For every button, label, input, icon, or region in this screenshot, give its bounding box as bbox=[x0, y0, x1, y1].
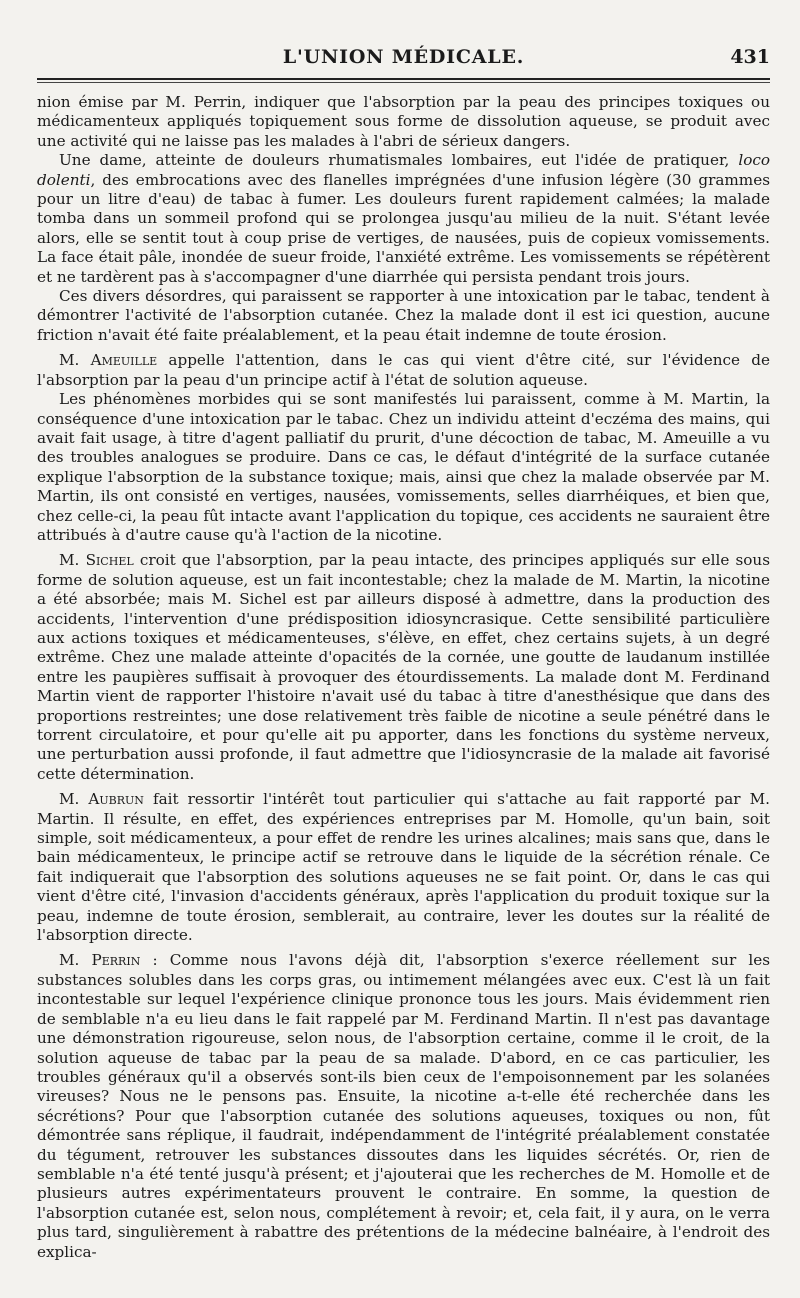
article-body bbox=[37, 93, 770, 1262]
paragraph-text: Ces divers désordres, qui paraissent se rapporter à une intoxication par le tabac, tendent à démontrer l'activité de l'absorption cutanée. Chez la malade dont il est ici question, aucune friction n'avait été faite préalablement, et la peau était indemne de toute érosion. bbox=[37, 287, 770, 344]
header-rule bbox=[37, 78, 770, 80]
speaker-paragraph bbox=[37, 551, 770, 784]
paragraph-text: Les phénomènes morbides qui se sont manifestés lui paraissent, comme à M. Martin, la conséquence d'une intoxication par le tabac. Chez un individu atteint d'eczéma des mains, qui avait fait usage, à titre d'agent palliatif du prurit, d'une décoction de tabac, M. Ameuille a vu des troubles analogues se produire. Dans ce cas, le défaut d'intégrité de la surface cutanée explique l'absorption de la substance toxique; mais, ainsi que chez la malade observée par M. Martin, ils ont consisté en vertiges, nausées, vomissements, selles diarrhéiques, et bien que, chez celle-ci, la peau fût intacte avant l'application du topique, ces accidents ne sauraient être attribués à d'autre cause qu'à l'action de la nicotine. bbox=[37, 390, 770, 544]
speaker-prefix: M. bbox=[59, 790, 89, 809]
speaker-paragraph bbox=[37, 351, 770, 390]
speaker-prefix: M. bbox=[59, 351, 91, 370]
paragraph-text: croit que l'absorption, par la peau intacte, des principes appliqués sur elle sous forme de solution aqueuse, est un fait incontestable; chez la malade de M. Martin, la nicotine a été absorbée; mais M. Sichel est par ailleurs disposé à admettre, dans la production des accidents, l'intervention d'une prédisposition idiosyncrasique. Cette sensibilité particulière aux actions toxiques et médicamenteuses, s'élève, en effet, chez certains sujets, à un degré extrême. Chez une malade atteinte d'opacités de la cornée, une goutte de laudanum instillée entre les paupières suffisait à provoquer des étourdissements. La malade dont M. Ferdinand Martin vient de rapporter l'histoire n'avait usé du tabac à titre d'anesthésique que dans des proportions restreintes; une dose relativement très faible de nicotine a seule pénétré dans le torrent circulatoire, et pour qu'elle ait pu apporter, dans les fonctions du système nerveux, une perturbation aussi profonde, il faut admettre que l'idiosyncrasie de la malade ait favorisé cette détermination. bbox=[37, 551, 770, 783]
paragraph bbox=[37, 151, 770, 287]
page-number: 431 bbox=[730, 46, 770, 68]
paragraph-text: appelle l'attention, dans le cas qui vient d'être cité, sur l'évidence de l'absorption par la peau d'un principe actif à l'état de solution aqueuse. bbox=[37, 351, 770, 389]
page-header bbox=[37, 44, 770, 74]
speaker-name: Sichel bbox=[85, 551, 134, 570]
paragraph bbox=[37, 390, 770, 545]
paragraph bbox=[37, 287, 770, 345]
paragraph-continuation bbox=[37, 93, 770, 151]
paragraph-text: , des embrocations avec des flanelles imprégnées d'une infusion légère (30 grammes pour un litre d'eau) de tabac à fumer. Les douleurs furent rapidement calmées; la malade tomba dans un sommeil profond qui se prolongea jusqu'au milieu de la nuit. S'étant levée alors, elle se sentit tout à coup prise de vertiges, de nausées, puis de copieux vomissements. La face était pâle, inondée de sueur froide, l'anxiété extrême. Les vomissements se répétèrent et ne tardèrent pas à s'accompagner d'une diarrhée qui persista pendant trois jours. bbox=[37, 170, 770, 286]
paragraph-text: : Comme nous l'avons déjà dit, l'absorption s'exerce réellement sur les substances solubles dans les corps gras, ou intimement mélangées avec eux. C'est là un fait incontestable sur lequel l'expérience clinique prononce tous les jours. Mais évidemment rien de semblable n'a eu lieu dans le fait rappelé par M. Ferdinand Martin. Il n'est pas davantage une démonstration rigoureuse, selon nous, de l'absorption certaine, comme il le croit, de la solution aqueuse de tabac par la peau de sa malade. D'abord, en ce cas particulier, les troubles généraux qu'il a observés sont-ils bien ceux de l'empoisonnement par les solanées vireuses? Nous ne le pensons pas. Ensuite, la nicotine a-t-elle été recherchée dans les sécrétions? Pour que l'absorption cutanée des solutions aqueuses, toxiques ou non, fût démontrée sans réplique, il faudrait, indépendamment de l'intégrité préalablement constatée du tégument, retrouver les substances dissoutes dans les liquides sécrétés. Or, rien de semblable n'a été tenté jusqu'à présent; et j'ajouterai que les recherches de M. Homolle et de plusieurs autres expérimentateurs prouvent le contraire. En somme, la question de l'absorption cutanée est, selon nous, complétement à revoir; et, cela fait, il y aura, on le verra plus tard, singulièrement à rabattre des prétentions de la médecine balnéaire, à l'endroit des explica- bbox=[37, 951, 770, 1261]
speaker-name: Ameuille bbox=[90, 351, 158, 370]
speaker-paragraph bbox=[37, 790, 770, 945]
paragraph-text: Une dame, atteinte de douleurs rhumatismales lombaires, eut l'idée de pratiquer, bbox=[59, 151, 739, 170]
italic-phrase: loco dolenti bbox=[37, 151, 770, 189]
header-rule-thin bbox=[37, 82, 770, 83]
speaker-name: Aubrun bbox=[88, 790, 144, 809]
speaker-prefix: M. bbox=[59, 551, 86, 570]
paragraph-text: nion émise par M. Perrin, indiquer que l'absorption par la peau des principes toxiques ou médicamenteux appliqués topiquement sous forme de dissolution aqueuse, se produit avec une activité qui ne laisse pas les malades à l'abri de sérieux dangers. bbox=[37, 93, 770, 150]
speaker-prefix: M. bbox=[59, 951, 92, 970]
speaker-name: Perrin bbox=[91, 951, 141, 970]
paragraph-text: fait ressortir l'intérêt tout particulier qui s'attache au fait rapporté par M. Martin. Il résulte, en effet, des expériences entreprises par M. Homolle, qu'un bain, soit simple, soit médicamenteux, a pour effet de rendre les urines alcalines; mais sans que, dans le bain médicamenteux, le principe actif se retrouve dans le liquide de la sécrétion rénale. Ce fait indiquerait que l'absorption des solutions aqueuses ne se fait point. Or, dans le cas qui vient d'être cité, l'invasion d'accidents généraux, après l'application du produit toxique sur la peau, indemne de toute érosion, semblerait, au contraire, lever les doutes sur la réalité de l'absorption directe. bbox=[37, 790, 770, 945]
running-title: L'UNION MÉDICALE. bbox=[282, 46, 525, 68]
speaker-paragraph bbox=[37, 951, 770, 1262]
